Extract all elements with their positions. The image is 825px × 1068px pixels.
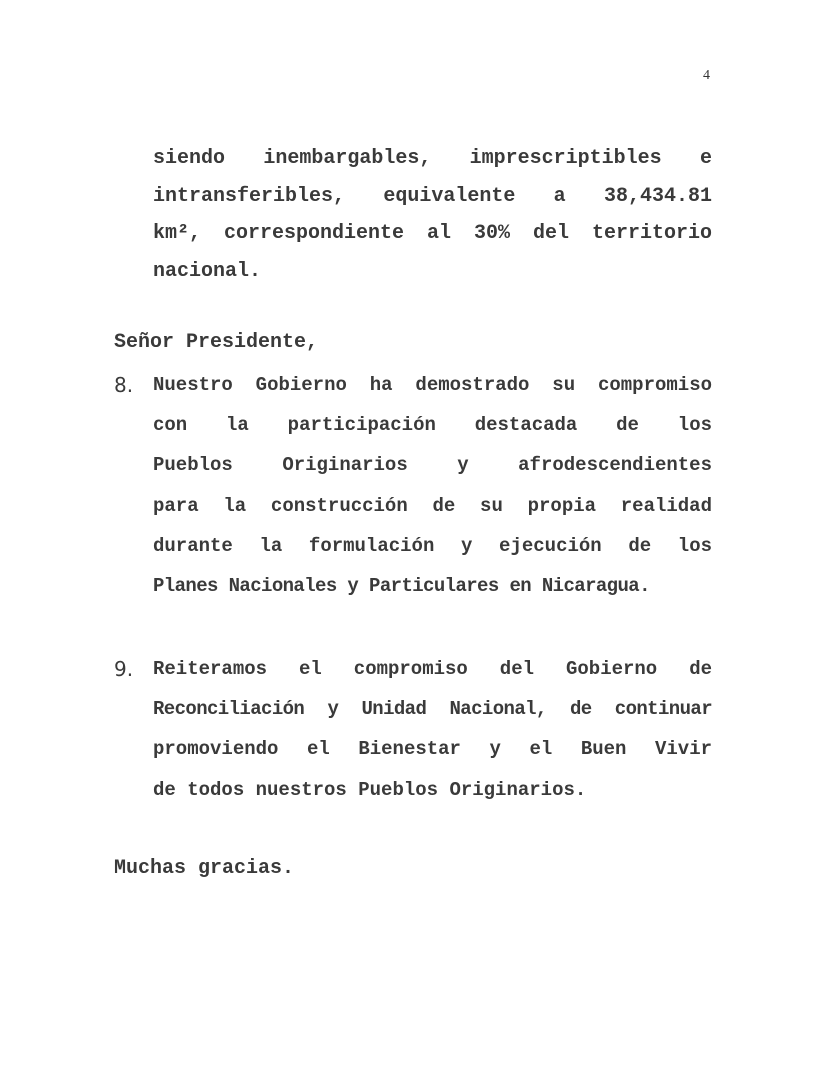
item-line: de todos nuestros Pueblos Originarios.	[153, 778, 587, 801]
closing: Muchas gracias.	[114, 857, 295, 880]
paragraph-line: nacional.	[153, 259, 262, 283]
item-line: con la participación destacada de los	[153, 414, 712, 437]
salutation: Señor Presidente,	[114, 331, 319, 354]
item-line: Reconciliación y Unidad Nacional, de continuar	[153, 698, 712, 721]
item-text	[153, 649, 712, 810]
continuation-paragraph	[153, 140, 712, 290]
item-line: durante la formulación y ejecución de los	[153, 534, 712, 557]
item-line: Reiteramos el compromiso del Gobierno de	[153, 658, 712, 680]
paragraph-line: siendo inembargables, imprescriptibles e	[153, 147, 712, 170]
item-line: Pueblos Originarios y afrodescendientes	[153, 454, 712, 477]
item-number: 8.	[114, 373, 134, 397]
paragraph-line: intransferibles, equivalente a 38,434.81	[153, 184, 712, 208]
item-line: Nuestro Gobierno ha demostrado su compromiso	[153, 374, 712, 396]
item-number: 9.	[114, 657, 134, 681]
item-line: Planes Nacionales y Particulares en Nicaragua.	[153, 575, 650, 598]
item-line: promoviendo el Bienestar y el Buen Vivir	[153, 738, 712, 761]
item-line: para la construcción de su propia realidad	[153, 494, 712, 517]
page-number: 4	[703, 68, 710, 83]
item-text	[153, 365, 712, 606]
paragraph-line: km², correspondiente al 30% del territorio	[153, 222, 712, 245]
